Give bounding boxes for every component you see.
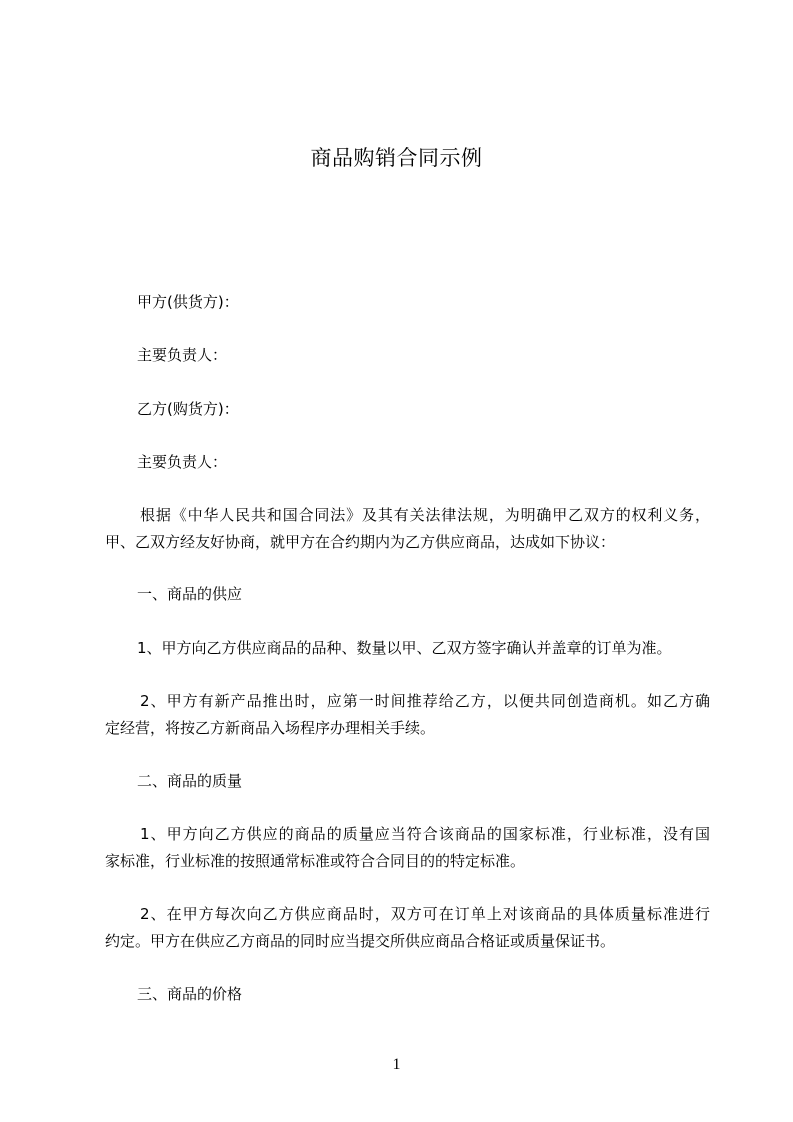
section-2-item-2-line-2: 约定。甲方在供应乙方商品的同时应当提交所供应商品合格证或质量保证书。 (105, 932, 616, 950)
section-2-heading: 二、商品的质量 (137, 772, 243, 790)
document-title: 商品购销合同示例 (310, 146, 483, 170)
preamble-line-1: 根据《中华人民共和国合同法》及其有关法律法规，为明确甲乙双方的权利义务， (140, 506, 710, 524)
section-2-item-1-line-2: 家标准，行业标准的按照通常标准或符合合同目的的特定标准。 (105, 852, 526, 870)
section-1-item-2-line-1: 2、甲方有新产品推出时，应第一时间推荐给乙方，以便共同创造商机。如乙方确 (140, 692, 710, 710)
party-b-representative-field: 主要负责人： (137, 453, 228, 471)
section-1-item-2-line-2: 定经营，将按乙方新商品入场程序办理相关手续。 (105, 719, 436, 737)
party-b-field: 乙方(购货方)： (137, 400, 239, 418)
section-3-heading: 三、商品的价格 (137, 985, 243, 1003)
section-2-item-2-line-1: 2、在甲方每次向乙方供应商品时，双方可在订单上对该商品的具体质量标准进行 (140, 905, 710, 923)
party-a-field: 甲方(供货方)： (137, 293, 239, 311)
section-2-item-1-line-1: 1、甲方向乙方供应的商品的质量应当符合该商品的国家标准，行业标准，没有国 (140, 825, 710, 843)
page-number: 1 (392, 1056, 401, 1073)
preamble-line-2: 甲、乙双方经友好协商，就甲方在合约期内为乙方供应商品，达成如下协议： (105, 533, 616, 551)
section-1-heading: 一、商品的供应 (137, 585, 243, 603)
party-a-representative-field: 主要负责人： (137, 346, 228, 364)
section-1-item-1: 1、甲方向乙方供应商品的品种、数量以甲、乙双方签字确认并盖章的订单为准。 (137, 639, 672, 657)
